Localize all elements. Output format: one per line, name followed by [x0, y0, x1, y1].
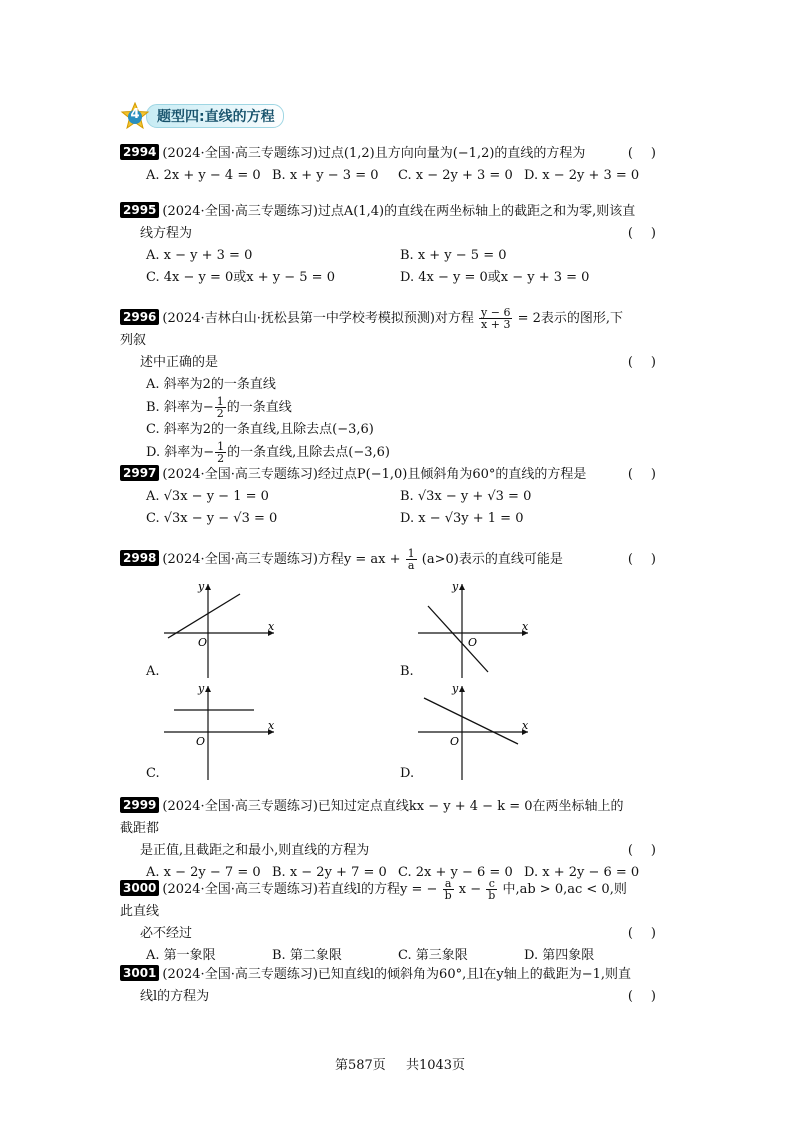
option-b: [146, 396, 680, 419]
option-d: D. x − √3y + 1 = 0: [400, 511, 524, 526]
fraction-numerator: 1: [407, 547, 415, 560]
option-b: B. √3x − y + √3 = 0: [400, 489, 532, 504]
fraction-numerator: a: [443, 878, 454, 890]
option-list: [120, 165, 680, 187]
section-number: 4: [130, 107, 140, 122]
page-number: 第587页: [334, 1058, 386, 1073]
problem-text-cont: 线l的方程为: [140, 989, 210, 1004]
problem-2995: [120, 201, 680, 289]
problem-number: 3001: [120, 965, 159, 981]
fraction-denominator: 2: [216, 407, 224, 420]
option-b: B. x + y − 3 = 0: [272, 168, 379, 183]
problem-text: = 2表示的图形,下列叙: [120, 311, 624, 348]
problem-2994: [120, 143, 680, 187]
origin-label: O: [468, 636, 478, 649]
graph-label-b: B.: [400, 664, 414, 679]
option-b: B. x + y − 5 = 0: [400, 248, 507, 263]
option-a: A. √3x − y − 1 = 0: [146, 489, 269, 504]
problem-number: 3000: [120, 880, 159, 896]
option-a: A. 斜率为2的一条直线: [146, 377, 276, 392]
fraction-numerator: c: [486, 878, 497, 890]
graph-options: [144, 578, 544, 784]
problem-text: (2024·全国·高三专题练习)过点A(1,4)的直线在两坐标轴上的截距之和为零,则该直: [162, 204, 636, 219]
answer-bracket: (): [627, 552, 674, 567]
option-d: D. x + 2y − 6 = 0: [524, 865, 640, 880]
fraction: [486, 878, 497, 901]
answer-bracket: (): [627, 355, 674, 370]
option-a: A. 第一象限: [146, 948, 216, 963]
fraction: [215, 441, 226, 464]
problem-text-cont: 述中正确的是: [140, 355, 219, 370]
y-axis-label: y: [198, 580, 205, 593]
option-text: D. 斜率为−: [146, 445, 215, 460]
problem-2996: [120, 307, 680, 464]
graph-c-plot: [144, 680, 284, 780]
option-text: 的一条直线,且除去点(−3,6): [227, 445, 390, 460]
option-c: C. 第三象限: [398, 948, 468, 963]
problem-text-cont: 线方程为: [140, 226, 193, 241]
option-d: D. 第四象限: [524, 948, 595, 963]
problem-text: (2024·全国·高三专题练习)经过点P(−1,0)且倾斜角为60°的直线的方程是: [162, 467, 587, 482]
answer-bracket: (): [627, 843, 674, 858]
fraction-denominator: b: [444, 889, 452, 902]
problem-number: 2999: [120, 797, 159, 813]
option-d: D. x − 2y + 3 = 0: [524, 168, 640, 183]
problem-stem: [120, 201, 680, 245]
answer-bracket: (): [627, 926, 674, 941]
section-header: [120, 104, 284, 128]
page-footer: [0, 1054, 800, 1073]
y-axis-arrow: [459, 584, 465, 590]
option-d: D. 4x − y = 0或x − y + 3 = 0: [400, 270, 590, 285]
problem-text-cont: 是正值,且截距之和最小,则直线的方程为: [140, 843, 370, 858]
page-total: 共1043页: [405, 1058, 466, 1073]
problem-number: 2994: [120, 144, 159, 160]
problem-3001: [120, 964, 680, 1008]
problem-number: 2995: [120, 202, 159, 218]
graph-b: [398, 578, 538, 682]
graph-a: [144, 578, 284, 682]
fraction-denominator: x + 3: [481, 318, 511, 331]
problem-2999: [120, 796, 680, 884]
option-list: [120, 486, 680, 530]
fraction-numerator: 1: [216, 395, 224, 408]
graph-label-a: A.: [146, 664, 160, 679]
x-axis-label: x: [522, 719, 529, 732]
problem-text: (2024·全国·高三专题练习)若直线l的方程y = −: [162, 882, 438, 897]
fraction: [479, 307, 512, 330]
fraction-denominator: a: [407, 559, 415, 572]
option-d: [146, 441, 680, 464]
option-c: C. x − 2y + 3 = 0: [398, 168, 513, 183]
y-axis-label: y: [198, 682, 205, 695]
option-list: [120, 374, 680, 464]
graph-d-plot: [398, 680, 538, 780]
problem-text: (2024·全国·高三专题练习)过点(1,2)且方向向量为(−1,2)的直线的方程为: [162, 146, 586, 161]
section-star-badge: [120, 102, 150, 130]
graph-label-d: D.: [400, 766, 415, 781]
problem-text: 中,ab > 0,ac < 0,则此直线: [120, 882, 627, 919]
graph-d: [398, 680, 538, 784]
problem-stem: [120, 796, 680, 862]
problem-stem: [120, 307, 680, 374]
problem-stem: [120, 548, 680, 571]
origin-label: O: [198, 636, 208, 649]
problem-text: (a>0)表示的直线可能是: [421, 552, 563, 567]
answer-bracket: (): [627, 467, 674, 482]
graph-line: [428, 606, 488, 672]
problem-number: 2997: [120, 465, 159, 481]
fraction-denominator: 2: [217, 452, 225, 465]
problem-number: 2998: [120, 550, 159, 566]
problem-stem: [120, 878, 680, 945]
y-axis-label: y: [452, 580, 459, 593]
fraction: [443, 878, 454, 901]
x-axis-label: x: [522, 620, 529, 633]
problem-text: (2024·全国·高三专题练习)已知直线l的倾斜角为60°,且l在y轴上的截距为−1,则直: [162, 967, 632, 982]
problem-2998: [120, 548, 680, 571]
problem-2997: [120, 464, 680, 530]
origin-label: O: [450, 735, 460, 748]
option-c: C. √3x − y − √3 = 0: [146, 511, 278, 526]
option-b: B. x − 2y + 7 = 0: [272, 865, 387, 880]
problem-text: (2024·全国·高三专题练习)方程y = ax +: [162, 552, 401, 567]
fraction-denominator: b: [488, 889, 496, 902]
graph-c: [144, 680, 284, 784]
y-axis-arrow: [205, 584, 211, 590]
graph-a-plot: [144, 578, 284, 678]
graph-line: [168, 594, 240, 638]
problem-text: (2024·全国·高三专题练习)已知过定点直线kx − y + 4 − k = 0在两坐标轴上的截距都: [120, 799, 624, 836]
x-axis-label: x: [268, 620, 275, 633]
option-text: B. 斜率为−: [146, 400, 214, 415]
option-a: A. x − y + 3 = 0: [146, 248, 253, 263]
option-c: C. 2x + y − 6 = 0: [398, 865, 513, 880]
problem-text: x −: [458, 882, 482, 897]
fraction-numerator: y − 6: [481, 306, 511, 319]
graph-label-c: C.: [146, 766, 160, 781]
answer-bracket: (): [627, 989, 674, 1004]
option-list: [120, 245, 680, 289]
option-a: A. x − 2y − 7 = 0: [146, 865, 261, 880]
problem-number: 2996: [120, 309, 159, 325]
option-c: C. 4x − y = 0或x + y − 5 = 0: [146, 270, 335, 285]
fraction: [215, 396, 226, 419]
x-axis-label: x: [268, 719, 275, 732]
problem-text-cont: 必不经过: [140, 926, 193, 941]
section-title: 题型四:直线的方程: [146, 104, 284, 128]
problem-3000: [120, 878, 680, 967]
graph-b-plot: [398, 578, 538, 678]
answer-bracket: (): [627, 146, 674, 161]
y-axis-arrow: [205, 686, 211, 692]
option-text: 的一条直线: [226, 400, 292, 415]
problem-stem: [120, 464, 680, 486]
graph-line: [424, 698, 518, 744]
problem-stem: [120, 143, 680, 165]
problem-text: (2024·吉林白山·抚松县第一中学校考模拟预测)对方程: [162, 311, 474, 326]
option-b: B. 第二象限: [272, 948, 342, 963]
option-a: A. 2x + y − 4 = 0: [146, 168, 261, 183]
fraction-numerator: 1: [217, 440, 225, 453]
option-c: C. 斜率为2的一条直线,且除去点(−3,6): [146, 422, 374, 437]
problem-stem: [120, 964, 680, 1008]
origin-label: O: [196, 735, 206, 748]
fraction: [406, 548, 417, 571]
answer-bracket: (): [627, 226, 674, 241]
y-axis-label: y: [452, 682, 459, 695]
y-axis-arrow: [459, 686, 465, 692]
